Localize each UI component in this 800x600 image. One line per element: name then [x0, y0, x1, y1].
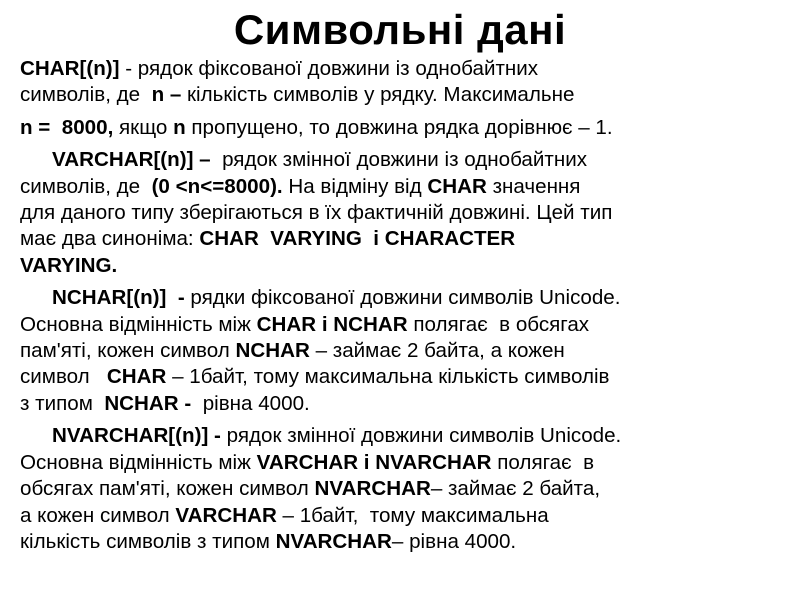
para-nvarchar — [20, 423, 795, 555]
text-run: пропущено, то довжина рядка дорівнює – 1. — [185, 115, 613, 139]
slide-content — [20, 56, 795, 561]
text-run: символів, де — [20, 174, 152, 198]
text-line — [20, 56, 795, 82]
text-run: символ — [20, 365, 107, 389]
text-run: для даного типу зберігаються в їх фактичній довжині. Цей тип — [20, 201, 613, 225]
text-line — [20, 253, 795, 279]
bold-term: NCHAR[(n)] — [52, 286, 167, 310]
text-line — [20, 226, 795, 252]
bold-term: CHAR VARYING і CHARACTER — [199, 227, 516, 251]
text-line — [20, 200, 795, 226]
text-line — [20, 423, 795, 449]
text-run: Основна відмінність між — [20, 312, 257, 336]
bold-term: - — [177, 286, 185, 310]
text-run: пам'яті, кожен символ — [20, 339, 236, 363]
bold-term: NCHAR - — [104, 391, 192, 415]
text-line — [20, 503, 795, 529]
text-run: полягає в — [491, 450, 595, 474]
bold-term: NVARCHAR — [275, 529, 392, 553]
text-run: якщо — [113, 115, 174, 139]
text-run: значення — [486, 174, 581, 198]
text-line — [20, 147, 795, 173]
text-run: Основна відмінність між — [20, 450, 257, 474]
bold-term: n – — [151, 83, 182, 107]
text-run: обсягах пам'яті, кожен символ — [20, 477, 315, 501]
para-nchar — [20, 285, 795, 417]
text-line — [20, 82, 795, 108]
text-line — [20, 312, 795, 338]
text-line — [20, 364, 795, 390]
text-line — [20, 115, 795, 141]
text-run: – займає 2 байта, а кожен — [309, 339, 565, 363]
bold-term: n — [173, 115, 186, 139]
text-run: – займає 2 байта, — [430, 477, 601, 501]
bold-term: (0 <n<=8000). — [151, 174, 283, 198]
bold-term: CHAR[(n)] — [20, 57, 120, 80]
bold-term: CHAR і NCHAR — [256, 312, 408, 336]
text-run: рядки фіксованої довжини символів Unicode. — [184, 286, 621, 310]
text-run — [166, 286, 177, 309]
text-run: а кожен символ — [20, 503, 176, 527]
bold-term: NCHAR — [235, 339, 310, 363]
text-line — [20, 391, 795, 417]
text-run: рядок змінної довжини символів Unicode. — [220, 424, 622, 448]
text-run: – 1байт, тому максимальна — [276, 503, 549, 527]
text-run: рядок змінної довжини із однобайтних — [210, 148, 587, 172]
text-run: символів, де — [20, 83, 152, 107]
text-run: з типом — [20, 391, 105, 415]
bold-term: NVARCHAR[(n)] - — [52, 424, 221, 448]
text-line — [20, 529, 795, 555]
text-run: рівна 4000. — [191, 391, 310, 415]
bold-term: VARYING. — [20, 253, 118, 277]
text-line — [20, 285, 795, 311]
text-run: – рівна 4000. — [391, 529, 517, 553]
bold-term: VARCHAR і NVARCHAR — [256, 450, 492, 474]
para-char — [20, 56, 795, 109]
bold-term: VARCHAR — [175, 503, 277, 527]
text-line — [20, 338, 795, 364]
bold-term: NVARCHAR — [314, 477, 431, 501]
text-line — [20, 450, 795, 476]
text-run: – 1байт, тому максимальна кількість символів — [166, 365, 610, 389]
text-run: має два синоніма: — [20, 227, 200, 251]
text-run: кількість символів у рядку. Максимальне — [181, 83, 575, 107]
text-run: полягає в обсягах — [407, 312, 590, 336]
text-line — [20, 174, 795, 200]
text-run: На відміну від — [282, 174, 428, 198]
text-run: кількість символів з типом — [20, 529, 276, 553]
slide-title: Символьні дані — [233, 6, 567, 53]
text-run: - рядок фіксованої довжини із однобайтних — [119, 57, 539, 80]
text-line — [20, 476, 795, 502]
bold-term: n = 8000, — [20, 115, 114, 139]
para-varchar — [20, 147, 795, 279]
bold-term: CHAR — [106, 365, 167, 389]
para-char-n — [20, 115, 795, 141]
bold-term: CHAR — [427, 174, 487, 198]
bold-term: VARCHAR[(n)] – — [52, 148, 211, 172]
